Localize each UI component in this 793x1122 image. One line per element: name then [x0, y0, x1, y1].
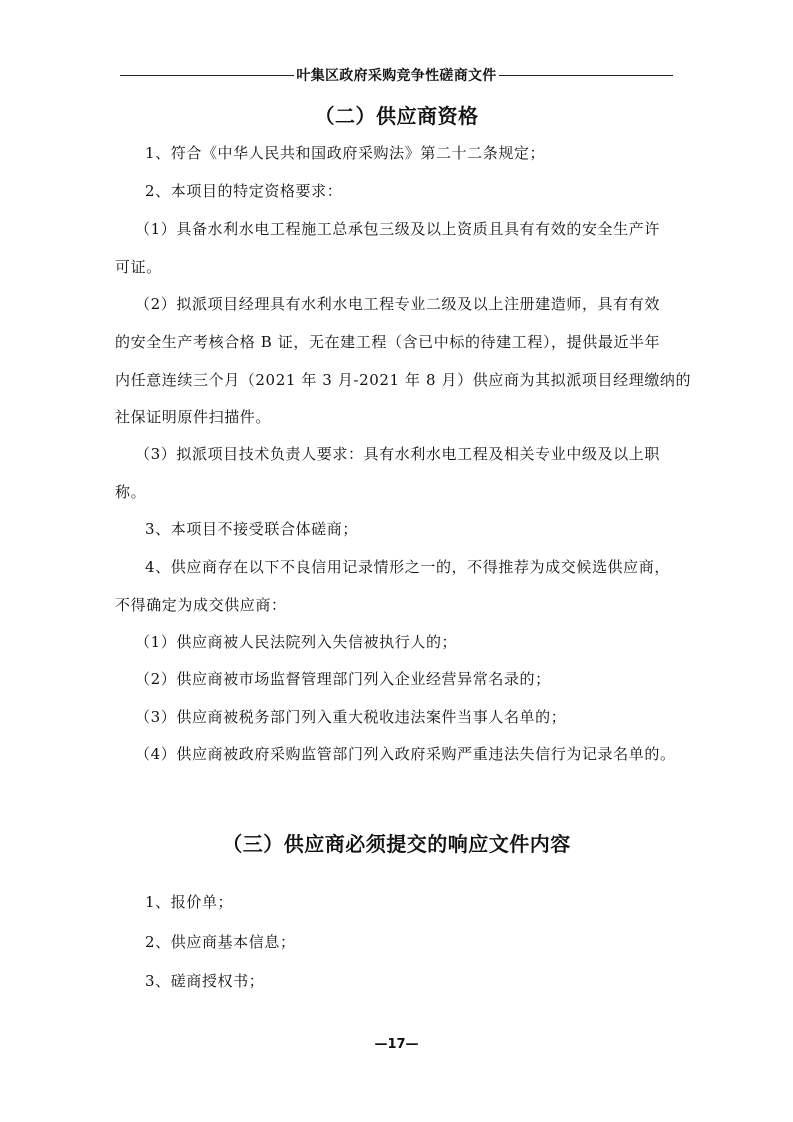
- header-rule-left: [120, 75, 294, 76]
- section2-line: （1）供应商被人民法院列入失信被执行人的；: [135, 633, 458, 651]
- page-number: —17—: [374, 1037, 419, 1052]
- section2-line: （2）拟派项目经理具有水利水电工程专业二级及以上注册建造师，具有有效: [135, 295, 660, 313]
- section2-line: 称。: [115, 483, 147, 501]
- section2-line: 可证。: [115, 258, 162, 276]
- section2-line: （3）供应商被税务部门列入重大税收违法案件当事人名单的；: [135, 708, 567, 726]
- document-header: [120, 64, 673, 86]
- section2-line: 2、本项目的特定资格要求：: [145, 182, 343, 200]
- section3-line: 1、报价单；: [145, 893, 234, 911]
- header-title: 叶集区政府采购竞争性磋商文件: [296, 68, 497, 84]
- section2-line: 不得确定为成交供应商：: [115, 596, 287, 614]
- section2-line: 的安全生产考核合格 B 证，无在建工程（含已中标的待建工程），提供最近半年: [115, 333, 661, 351]
- section3-title: （三）供应商必须提交的响应文件内容: [222, 832, 571, 856]
- section2-line: 4、供应商存在以下不良信用记录情形之一的，不得推荐为成交候选供应商，: [145, 558, 670, 576]
- section2-line: 内任意连续三个月（2021 年 3 月-2021 年 8 月）供应商为其拟派项目经理缴纳的: [115, 371, 692, 389]
- section2-line: （3）拟派项目技术负责人要求：具有水利水电工程及相关专业中级及以上职: [135, 445, 660, 463]
- section2-line: （2）供应商被市场监督管理部门列入企业经营异常名录的；: [135, 670, 551, 688]
- header-rule-right: [499, 75, 673, 76]
- section2-line: 3、本项目不接受联合体磋商；: [145, 520, 358, 538]
- section3-line: 2、供应商基本信息；: [145, 933, 296, 951]
- section2-line: 1、符合《中华人民共和国政府采购法》第二十二条规定；: [145, 144, 546, 162]
- section3-line: 3、磋商授权书；: [145, 972, 265, 990]
- section2-line: 社保证明原件扫描件。: [115, 408, 272, 426]
- section2-line: （4）供应商被政府采购监管部门列入政府采购严重违法失信行为记录名单的。: [135, 745, 676, 763]
- section2-title: （二）供应商资格: [314, 104, 479, 128]
- section2-line: （1）具备水利水电工程施工总承包三级及以上资质且具有有效的安全生产许: [135, 220, 660, 238]
